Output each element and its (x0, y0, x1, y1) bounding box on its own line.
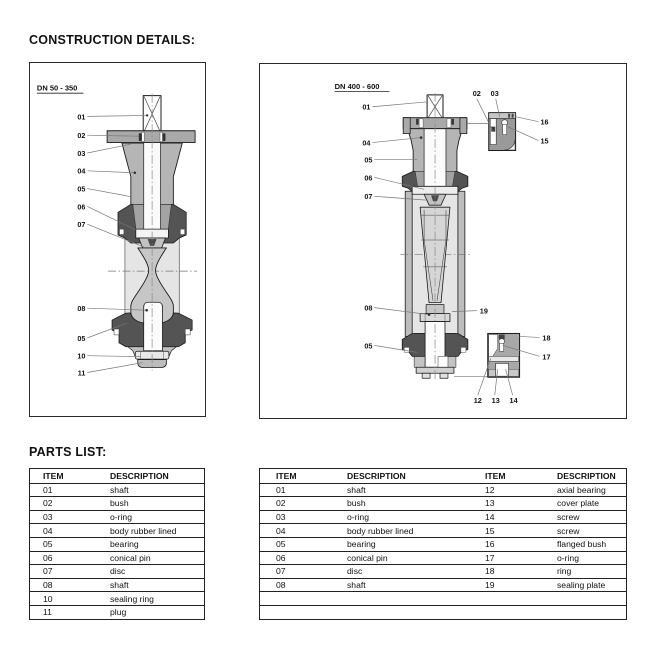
table-cell: 15 (470, 524, 547, 538)
callout-02: 02 (77, 131, 86, 141)
table-cell: cover plate (547, 497, 627, 511)
table-cell: plug (101, 605, 205, 619)
valve-drawing (400, 93, 489, 381)
table-row (30, 537, 205, 551)
parts-table-right (259, 468, 627, 620)
table-cell (470, 605, 547, 619)
table-cell: shaft (101, 578, 205, 592)
column-header: DESCRIPTION (547, 469, 627, 484)
table-cell (260, 592, 338, 606)
valve-cross-section-dn400-600 (260, 64, 626, 418)
table-cell: 04 (260, 524, 338, 538)
table-cell: axial bearing (547, 483, 627, 497)
callout-07: 07 (364, 192, 373, 202)
table-cell: 17 (470, 551, 547, 565)
table-cell (547, 605, 627, 619)
callout-05: 05 (77, 184, 86, 194)
callout-06: 06 (77, 202, 86, 212)
column-header: ITEM (260, 469, 338, 484)
table-cell: body rubber lined (101, 524, 205, 538)
table-row (260, 524, 627, 538)
callout-05b: 05 (77, 333, 86, 343)
table-row (30, 578, 205, 592)
callout-10: 10 (77, 351, 86, 361)
column-header: ITEM (470, 469, 547, 484)
table-cell: disc (337, 565, 470, 579)
callout-17: 17 (542, 352, 551, 362)
construction-details-title: CONSTRUCTION DETAILS: (29, 33, 196, 47)
table-cell: ring (547, 565, 627, 579)
table-cell: 18 (470, 565, 547, 579)
table-row (30, 524, 205, 538)
callout-15: 15 (540, 136, 549, 146)
table-row (260, 537, 627, 551)
callout-05: 05 (364, 155, 373, 165)
column-header: ITEM (30, 469, 102, 484)
table-row (260, 605, 627, 619)
table-cell: 06 (260, 551, 338, 565)
table-cell: 01 (30, 483, 102, 497)
table-cell: bearing (337, 537, 470, 551)
callout-03: 03 (77, 148, 86, 158)
table-cell: shaft (337, 578, 470, 592)
table-cell: 13 (470, 497, 547, 511)
callout-12: 12 (473, 396, 482, 406)
table-cell: 03 (30, 510, 102, 524)
table-cell: 11 (30, 605, 102, 619)
table-cell (470, 592, 547, 606)
table-cell: o-ring (547, 551, 627, 565)
callout-01: 01 (77, 112, 86, 122)
table-cell: conical pin (337, 551, 470, 565)
parts-list-title: PARTS LIST: (29, 445, 107, 459)
range-label: DN 50 - 350 (36, 83, 78, 93)
callout-07: 07 (77, 220, 86, 230)
table-cell: screw (547, 524, 627, 538)
table-cell: flanged bush (547, 537, 627, 551)
table-row (30, 565, 205, 579)
callout-18: 18 (542, 333, 551, 343)
table-cell: 01 (260, 483, 338, 497)
column-header: DESCRIPTION (101, 469, 205, 484)
callout-08: 08 (364, 303, 373, 313)
callout-02: 02 (472, 88, 481, 98)
callout-03: 03 (490, 88, 499, 98)
table-cell: 04 (30, 524, 102, 538)
valve-cross-section-dn50-350 (30, 63, 205, 416)
table-cell: 02 (30, 497, 102, 511)
callout-08: 08 (77, 304, 86, 314)
table-cell (337, 605, 470, 619)
table-row (260, 592, 627, 606)
table-cell: 16 (470, 537, 547, 551)
table-cell: o-ring (337, 510, 470, 524)
callout-04: 04 (77, 166, 86, 176)
diagram-box-dn50-350 (29, 62, 206, 417)
callout-labels (77, 112, 85, 377)
table-cell: 06 (30, 551, 102, 565)
callout-11: 11 (77, 368, 86, 378)
callout-01: 01 (362, 102, 371, 112)
callout-13: 13 (491, 396, 500, 406)
range-label: DN 400 - 600 (334, 81, 380, 91)
table-cell: shaft (337, 483, 470, 497)
table-cell: sealing plate (547, 578, 627, 592)
table-cell: 12 (470, 483, 547, 497)
diagram-box-dn400-600 (259, 63, 627, 419)
table-row (260, 578, 627, 592)
table-row (30, 605, 205, 619)
top-detail-inset (489, 113, 516, 151)
table-cell: o-ring (101, 510, 205, 524)
header-row (260, 469, 627, 484)
table-cell: sealing ring (101, 592, 205, 606)
table-row (260, 551, 627, 565)
table-cell: 03 (260, 510, 338, 524)
valve-drawing (107, 94, 197, 371)
table-cell (260, 605, 338, 619)
table-cell: 19 (470, 578, 547, 592)
table-row (30, 497, 205, 511)
table-cell (337, 592, 470, 606)
table-row (30, 592, 205, 606)
callout-16: 16 (540, 117, 549, 127)
table-cell: bush (101, 497, 205, 511)
table-cell: disc (101, 565, 205, 579)
table-cell: 05 (30, 537, 102, 551)
parts-table-left (29, 468, 205, 620)
callout-14: 14 (509, 396, 518, 406)
table-cell: bush (337, 497, 470, 511)
table-row (30, 551, 205, 565)
table-cell: bearing (101, 537, 205, 551)
table-cell: 05 (260, 537, 338, 551)
bottom-detail-inset (488, 333, 520, 377)
callout-05b: 05 (364, 341, 373, 351)
table-row (260, 510, 627, 524)
table-cell: 14 (470, 510, 547, 524)
table-cell: 08 (30, 578, 102, 592)
header-row (30, 469, 205, 484)
table-cell: 10 (30, 592, 102, 606)
table-cell: 07 (260, 565, 338, 579)
table-row (260, 565, 627, 579)
table-cell: screw (547, 510, 627, 524)
table-cell (547, 592, 627, 606)
table-row (30, 510, 205, 524)
table-cell: 07 (30, 565, 102, 579)
table-cell: 08 (260, 578, 338, 592)
table-row (30, 483, 205, 497)
table-cell: shaft (101, 483, 205, 497)
table-row (260, 483, 627, 497)
table-cell: conical pin (101, 551, 205, 565)
column-header: DESCRIPTION (337, 469, 470, 484)
table-row (260, 497, 627, 511)
table-cell: 02 (260, 497, 338, 511)
callout-04: 04 (362, 138, 371, 148)
callout-06: 06 (364, 173, 373, 183)
table-cell: body rubber lined (337, 524, 470, 538)
callout-19: 19 (479, 306, 488, 316)
